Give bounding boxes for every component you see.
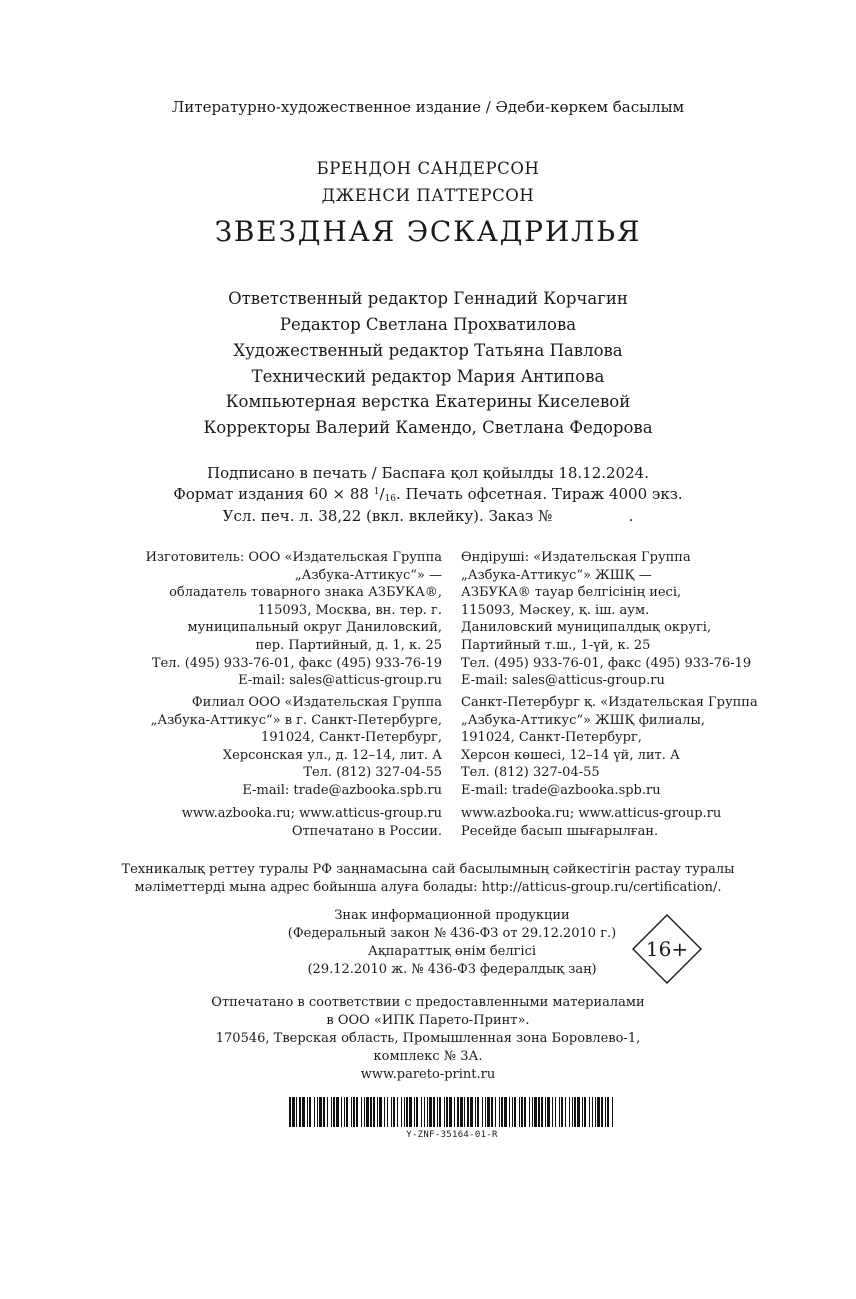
manufacturer-ru-line: муниципальный округ Даниловский, (187, 620, 442, 636)
manufacturer-ru-line: обладатель товарного знака АЗБУКА®, (169, 585, 442, 601)
barcode-text: Y-ZNF-35164-01-R (406, 1130, 498, 1140)
barcode-bar (421, 1097, 422, 1127)
barcode-bar (595, 1097, 596, 1127)
info-sign-line-2: (Федеральный закон № 436-ФЗ от 29.12.2010 г.) (287, 926, 617, 941)
barcode-bar (437, 1097, 438, 1127)
branch-kz-email: E-mail: trade@azbooka.spb.ru (461, 782, 661, 798)
barcode-bar (406, 1097, 408, 1127)
barcode-bar (333, 1097, 335, 1127)
web-kz-printed: Ресейде басып шығарылған. (461, 823, 659, 839)
barcode-bar (565, 1097, 566, 1127)
barcode-bar (532, 1097, 533, 1127)
barcode-bar (467, 1097, 469, 1127)
barcode-bar (292, 1097, 295, 1127)
barcode-bar (460, 1097, 463, 1127)
barcode-bar (429, 1097, 432, 1127)
manufacturer-kz-line: „Азбука-Аттикус“» ЖШҚ — (461, 567, 652, 583)
branch-kz (461, 694, 758, 800)
barcode-bar (538, 1097, 540, 1127)
barcode-bar (384, 1097, 385, 1127)
branch-ru-line: Филиал ООО «Издательская Группа (191, 695, 442, 710)
barcode-bar (314, 1097, 315, 1127)
barcode-bar (464, 1097, 465, 1127)
barcode-bar (475, 1097, 476, 1127)
barcode-bar (341, 1097, 342, 1127)
print-format-suffix: . Печать офсетная. Тираж 4000 экз. (395, 485, 683, 503)
barcode-bar (601, 1097, 603, 1127)
barcode-bar (499, 1097, 500, 1127)
barcode-bar (519, 1097, 520, 1127)
barcode-bar (597, 1097, 600, 1127)
print-format (0, 485, 856, 504)
branch-ru-line: 191024, Санкт-Петербург, (261, 730, 442, 746)
branch-kz-line: 191024, Санкт-Петербург, (461, 730, 642, 746)
barcode-bar (327, 1097, 328, 1127)
manufacturer-ru-line: 115093, Москва, вн. тер. г. (257, 602, 442, 618)
web-kz-links: www.azbooka.ru; www.atticus-group.ru (461, 806, 722, 821)
barcode-bar (547, 1097, 550, 1127)
barcode-bar (509, 1097, 510, 1127)
barcode-bar (346, 1097, 348, 1127)
barcode-bar (439, 1097, 441, 1127)
barcode-bar (309, 1097, 311, 1127)
barcode-bar (296, 1097, 297, 1127)
barcode-bar (514, 1097, 516, 1127)
credit-proofreaders: Корректоры Валерий Каменд​о, Светлана Федорова (203, 418, 653, 437)
credit-technical-editor: Технический редактор Мария Антипова (251, 367, 605, 386)
manufacturer-ru-email: E-mail: sales@atticus-group.ru (238, 673, 442, 689)
branch-ru-email: E-mail: trade@azbooka.spb.ru (242, 782, 442, 798)
web-ru-links: www.azbooka.ru; www.atticus-group.ru (181, 806, 442, 821)
barcode-bar (344, 1097, 345, 1127)
print-format-denominator: 16 (384, 494, 396, 504)
barcode-bar (414, 1097, 415, 1127)
barcode-bar (559, 1097, 560, 1127)
print-signed: Подписано в печать / Баспаға қол қойылды 18.12.2024. (207, 464, 649, 482)
info-sign-line-3: Ақпараттық өнім белгісі (367, 944, 537, 959)
barcode-bar (319, 1097, 322, 1127)
manufacturer-kz-email: E-mail: sales@atticus-group.ru (461, 673, 665, 689)
barcode-bar (433, 1097, 435, 1127)
book-title: ЗВЕЗДНАЯ ЭСКАДРИЛЬЯ (214, 215, 642, 248)
barcode-bar (457, 1097, 459, 1127)
branch-kz-line: Тел. (812) 327-04-55 (461, 765, 600, 781)
manufacturer-ru-line: Изготовитель: ООО «Издательская Группа (145, 550, 442, 565)
web-ru (182, 805, 442, 840)
barcode-bar (397, 1097, 398, 1127)
barcode-bar (377, 1097, 378, 1127)
barcode-bar (379, 1097, 382, 1127)
branch-ru-line: „Азбука-Аттикус“» в г. Санкт-Петербурге, (150, 712, 442, 728)
manufacturer-kz-line: Партийный т.ш., 1-үй, к. 25 (461, 637, 651, 653)
print-format-slash: / (379, 485, 385, 503)
barcode-bar (401, 1097, 402, 1127)
barcode-bar (552, 1097, 553, 1127)
barcode-bar (495, 1097, 496, 1127)
barcode-bar (409, 1097, 412, 1127)
credit-responsible-editor: Ответственный редактор Геннадий Корчагин (228, 289, 628, 308)
branch-ru (151, 694, 442, 800)
age-rating-label: 16+ (645, 937, 689, 961)
barcode-bar (336, 1097, 339, 1127)
barcode-bar (491, 1097, 493, 1127)
branch-ru-line: Тел. (812) 327-04-55 (303, 765, 442, 781)
barcode-bar (302, 1097, 305, 1127)
author-1: БРЕНДОН САНДЕРСОН (316, 159, 540, 178)
manufacturer-ru (146, 549, 442, 690)
barcode-bar (477, 1097, 479, 1127)
barcode-bar (592, 1097, 593, 1127)
barcode-bar (605, 1097, 606, 1127)
certification-line-1: Техникалық реттеу туралы РФ заңнамасына сай басылымның сәйкестігін растау туралы (121, 862, 735, 877)
barcode-bar (370, 1097, 372, 1127)
manufacturer-kz-line: Тел. (495) 933-76-01, факс (495) 933-76-19 (461, 655, 752, 671)
printer-line-4: комплекс № 3А. (373, 1049, 483, 1064)
barcode-bar (366, 1097, 369, 1127)
certification-line-2: мәліметтерді мына адрес бойынша алуға болады: http://atticus-group.ru/certification/. (134, 880, 722, 895)
author-2: ДЖЕНСИ ПАТТЕРСОН (321, 186, 535, 205)
branch-kz-line: Санкт-Петербург қ. «Издательская Группа (461, 695, 758, 710)
barcode-bar (387, 1097, 388, 1127)
branch-kz-line: Херсон көшесі, 12–14 үй, лит. А (461, 747, 680, 763)
credit-art-editor: Художественный редактор Татьяна Павлова (233, 341, 623, 360)
manufacturer-kz-line: Өндіруші: «Издательская Группа (461, 550, 691, 565)
print-sheets: Усл. печ. л. 38,22 (вкл. вклейку). Заказ № . (222, 507, 634, 525)
web-kz (461, 805, 721, 840)
barcode-bar (470, 1097, 473, 1127)
barcode-bar (521, 1097, 523, 1127)
barcode-bar (541, 1097, 543, 1127)
barcode-bar (485, 1097, 486, 1127)
info-sign-line-4: (29.12.2010 ж. № 436-ФЗ федералдық заң) (307, 962, 597, 977)
manufacturer-kz-line: 115093, Мәскеу, қ. іш. аум. (461, 602, 650, 618)
barcode-bar (454, 1097, 455, 1127)
manufacturer-kz-line: АЗБУКА® тауар белгісінің иесі, (461, 585, 682, 601)
barcode-bar (331, 1097, 332, 1127)
barcode-bar (449, 1097, 452, 1127)
barcode-bar (577, 1097, 580, 1127)
manufacturer-ru-line: „Азбука-Аттикус“» — (294, 567, 442, 583)
barcode-bar (534, 1097, 537, 1127)
barcode-bar (545, 1097, 546, 1127)
barcode-bar (351, 1097, 352, 1127)
barcode-bar (504, 1097, 507, 1127)
credit-layout: Компьютерная верстка Екатерины Киселевой (225, 392, 631, 411)
manufacturer-kz (461, 549, 751, 690)
barcode-bar (512, 1097, 513, 1127)
print-format-numerator: 1 (373, 487, 380, 497)
barcode-bar (373, 1097, 375, 1127)
barcode-bar (299, 1097, 301, 1127)
barcode-bar (364, 1097, 365, 1127)
web-ru-printed: Отпечатано в России. (291, 823, 442, 839)
print-format-prefix: Формат издания 60 × 88 (173, 485, 374, 503)
barcode-bar (393, 1097, 395, 1127)
credit-editor: Редактор Светлана Прохватилова (279, 315, 577, 334)
barcode-bar (482, 1097, 483, 1127)
printer-line-3: 170546, Тверская область, Промышленная зона Боровлево-1, (215, 1031, 641, 1046)
branch-ru-line: Херсонская ул., д. 12–14, лит. А (222, 747, 442, 763)
printer-line-1: Отпечатано в соответствии с предоставленными материалами (211, 995, 645, 1010)
age-rating-badge (631, 913, 703, 985)
barcode-bar (323, 1097, 325, 1127)
printer-website: www.pareto-print.ru (360, 1067, 496, 1082)
barcode-bar (612, 1097, 613, 1127)
barcode-bar (589, 1097, 590, 1127)
manufacturer-kz-line: Даниловский муниципалдық округі, (461, 620, 712, 636)
barcode-bar (529, 1097, 530, 1127)
barcode-bar (569, 1097, 570, 1127)
barcode-bar (289, 1097, 291, 1127)
barcode-bar (584, 1097, 586, 1127)
barcode-bar (416, 1097, 418, 1127)
barcode-bar (574, 1097, 576, 1127)
barcode-bar (582, 1097, 583, 1127)
manufacturer-ru-line: пер. Партийный, д. 1, к. 25 (255, 637, 442, 653)
barcode-bar (446, 1097, 448, 1127)
barcode-bar (356, 1097, 358, 1127)
barcode-bar (361, 1097, 362, 1127)
barcode-bar (487, 1097, 490, 1127)
barcode-bar (427, 1097, 428, 1127)
printer-line-2: в ООО «ИПК Парето-Принт». (326, 1013, 530, 1028)
barcode-bar (424, 1097, 425, 1127)
barcode-bar (555, 1097, 556, 1127)
barcode-bar (572, 1097, 573, 1127)
barcode-bar (561, 1097, 563, 1127)
barcode-bar (307, 1097, 308, 1127)
barcode-bar (524, 1097, 526, 1127)
barcode-bar (444, 1097, 445, 1127)
barcode-bar (391, 1097, 392, 1127)
barcode-bar (353, 1097, 355, 1127)
barcode-bar (317, 1097, 318, 1127)
barcode (288, 1097, 616, 1127)
branch-kz-line: „Азбука-Аттикус“» ЖШҚ филиалы, (461, 712, 705, 728)
manufacturer-ru-line: Тел. (495) 933-76-01, факс (495) 933-76-19 (151, 655, 442, 671)
info-sign-line-1: Знак информационной продукции (334, 908, 570, 923)
barcode-bar (607, 1097, 609, 1127)
barcode-bar (404, 1097, 405, 1127)
barcode-bar (501, 1097, 503, 1127)
edition-type: Литературно-художественное издание / Әдеби-көркем басылым (171, 98, 685, 116)
